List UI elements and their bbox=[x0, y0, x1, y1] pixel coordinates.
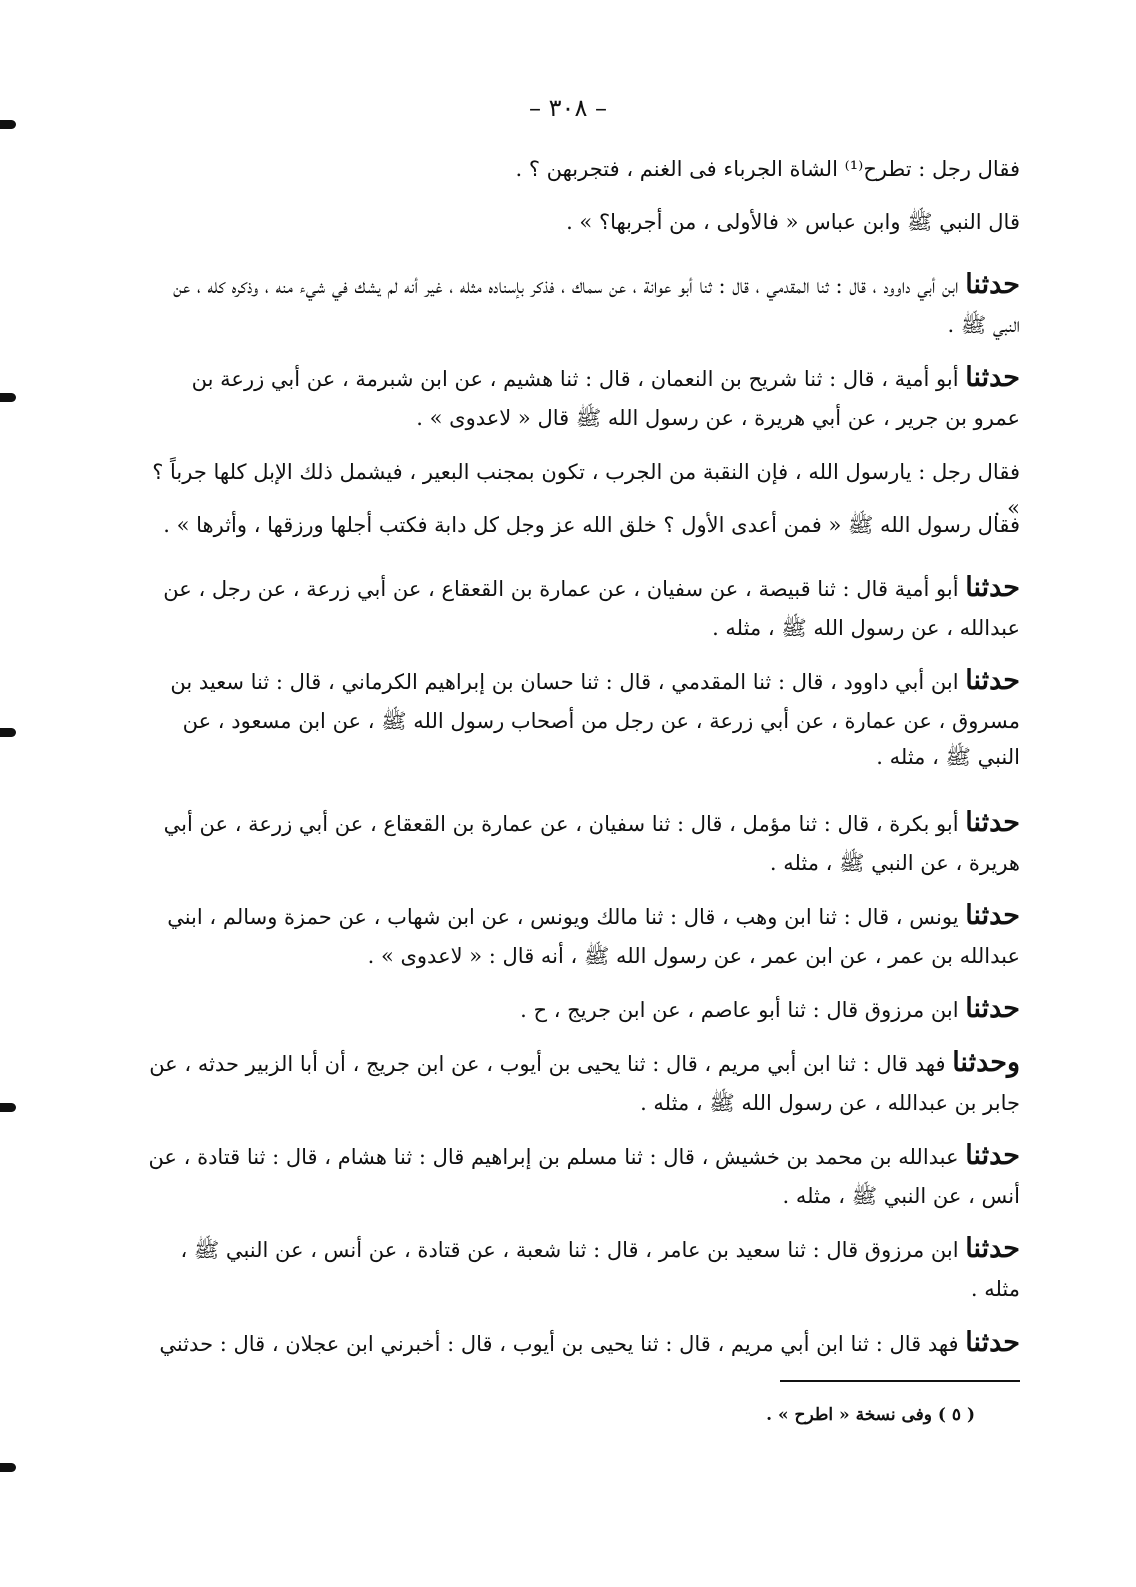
hadith-paragraph bbox=[140, 800, 1020, 882]
narration-keyword: حدثنا bbox=[965, 993, 1020, 1024]
hadith-paragraph bbox=[140, 893, 1020, 975]
page-number: – ٣٠٨ – bbox=[529, 94, 607, 122]
narration-keyword: حدثنا bbox=[965, 572, 1020, 603]
hadith-paragraph bbox=[140, 658, 1020, 775]
paragraph-text: فقال رجل : تطرح⁽¹⁾ الشاة الجرباء فى الغنم ، فتجربهن ؟ . bbox=[515, 157, 1020, 181]
narration-keyword: حدثنا bbox=[965, 362, 1020, 393]
footnote-divider bbox=[780, 1380, 1020, 1382]
hadith-paragraph bbox=[140, 565, 1020, 647]
narration-keyword: حدثنا bbox=[965, 1140, 1020, 1171]
binding-mark bbox=[0, 728, 16, 737]
narration-keyword: حدثنا bbox=[965, 807, 1020, 838]
paragraph-text: فقال رسول الله ﷺ « فمن أعدى الأول ؟ خلق الله عز وجل كل دابة فكتب أجلها ورزقها ، وأثرها » . bbox=[163, 513, 1020, 537]
paragraph-text: ابن أبي داوود ، قال : ثنا المقدمي ، قال : ثنا حسان بن إبراهيم الكرماني ، قال : ثنا سعيد بن مسروق ، عن عمارة ، عن أبي زرعة ، عن رجل من أصحاب رسول الله ﷺ ، عن ابن مسعود ، عن النبي ﷺ ، مثله . bbox=[170, 670, 1020, 769]
hadith-paragraph bbox=[140, 986, 1020, 1032]
paragraph-text: ابن مرزوق قال : ثنا أبو عاصم ، عن ابن جريج ، ح . bbox=[520, 998, 966, 1022]
narration-keyword: حدثنا bbox=[965, 665, 1020, 696]
hadith-paragraph bbox=[140, 262, 1020, 344]
hadith-paragraph bbox=[140, 1040, 1020, 1122]
paragraph-text: فهد قال : ثنا ابن أبي مريم ، قال : ثنا يحيى بن أيوب ، عن ابن جريج ، أن أبا الزبير حدثه ، عن جابر بن عبدالله ، عن رسول الله ﷺ ، مثله . bbox=[149, 1052, 1020, 1115]
narration-keyword: حدثنا bbox=[965, 269, 1020, 300]
hadith-paragraph bbox=[140, 152, 1020, 188]
paragraph-text: عبدالله بن محمد بن خشيش ، قال : ثنا مسلم بن إبراهيم قال : ثنا هشام ، قال : ثنا قتادة ، عن أنس ، عن النبي ﷺ ، مثله . bbox=[148, 1145, 1020, 1208]
hadith-paragraph bbox=[140, 1320, 1020, 1366]
hadith-paragraph bbox=[140, 1133, 1020, 1215]
paragraph-text: ابن أبي داوود ، قال : ثنا المقدمي ، قال : ثنا أبو عوانة ، عن سماك ، فذكر بإسناده مثله ، غير أنه لم يشك في شيء منه ، وذكره كله ، عن النبي ﷺ . bbox=[173, 274, 1020, 337]
narration-keyword: وحدثنا bbox=[952, 1047, 1020, 1078]
paragraph-text: فهد قال : ثنا ابن أبي مريم ، قال : ثنا يحيى بن أيوب ، قال : أخبرني ابن عجلان ، قال : حدثني bbox=[159, 1332, 966, 1356]
footnote: ( ٥ ) وفى نسخة « اطرح » . bbox=[766, 1405, 975, 1425]
hadith-paragraph bbox=[140, 355, 1020, 437]
narration-keyword: حدثنا bbox=[965, 1233, 1020, 1264]
paragraph-text: يونس ، قال : ثنا ابن وهب ، قال : ثنا مالك ويونس ، عن ابن شهاب ، عن حمزة وسالم ، ابني عبدالله بن عمر ، عن ابن عمر ، عن رسول الله ﷺ ، أنه قال : « لاعدوى » . bbox=[167, 905, 1020, 968]
paragraph-text: فقال رجل : يارسول الله ، فإن النقبة من الجرب ، تكون بمجنب البعير ، فيشمل ذلك الإبل كلها جرباً ؟ » . bbox=[152, 460, 1020, 520]
hadith-paragraph bbox=[140, 205, 1020, 241]
narration-keyword: حدثنا bbox=[965, 900, 1020, 931]
binding-mark bbox=[0, 393, 16, 402]
narration-keyword: حدثنا bbox=[965, 1327, 1020, 1358]
binding-mark bbox=[0, 1463, 16, 1472]
paragraph-text: أبو أمية ، قال : ثنا شريح بن النعمان ، قال : ثنا هشيم ، عن ابن شبرمة ، عن أبي زرعة بن عمرو بن جرير ، عن أبي هريرة ، عن رسول الله ﷺ قال « لاعدوى » . bbox=[191, 367, 1020, 430]
binding-mark bbox=[0, 1103, 16, 1112]
paragraph-text: قال النبي ﷺ وابن عباس « فالأولى ، من أجربها؟ » . bbox=[566, 210, 1020, 234]
paragraph-text: ابن مرزوق قال : ثنا سعيد بن عامر ، قال : ثنا شعبة ، عن قتادة ، عن أنس ، عن النبي ﷺ ، مثله . bbox=[180, 1238, 1020, 1301]
paragraph-text: أبو بكرة ، قال : ثنا مؤمل ، قال : ثنا سفيان ، عن عمارة بن القعقاع ، عن أبي زرعة ، عن أبي هريرة ، عن النبي ﷺ ، مثله . bbox=[163, 812, 1020, 875]
paragraph-text: أبو أمية قال : ثنا قبيصة ، عن سفيان ، عن عمارة بن القعقاع ، عن أبي زرعة ، عن رجل ، عن عبدالله ، عن رسول الله ﷺ ، مثله . bbox=[163, 577, 1020, 640]
hadith-paragraph bbox=[140, 1226, 1020, 1308]
hadith-paragraph bbox=[140, 508, 1020, 544]
